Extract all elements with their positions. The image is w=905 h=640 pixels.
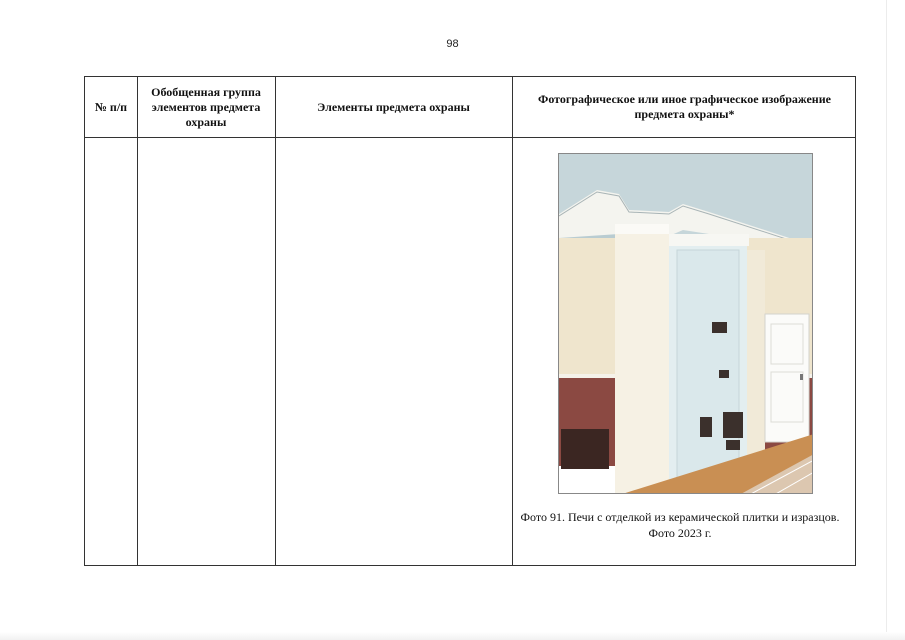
header-divider xyxy=(85,137,855,138)
stove-photo xyxy=(558,153,813,494)
header-group: Обобщенная группа элементов предмета охраны xyxy=(151,84,261,129)
column-divider xyxy=(137,77,138,565)
header-number: № п/п xyxy=(94,99,128,114)
header-image: Фотографическое или иное графическое изображение предмета охраны* xyxy=(538,92,831,121)
scan-edge xyxy=(886,0,887,640)
page-number: 98 xyxy=(446,38,459,50)
scan-shadow xyxy=(0,632,905,640)
header-elements: Элементы предмета охраны xyxy=(317,99,470,114)
stove-illustration xyxy=(559,154,813,494)
column-divider xyxy=(275,77,276,565)
protection-elements-table xyxy=(84,76,856,566)
photo-caption: Фото 91. Печи с отделкой из керамической плитки и изразцов. Фото 2023 г. xyxy=(520,510,840,540)
column-divider xyxy=(512,77,513,565)
